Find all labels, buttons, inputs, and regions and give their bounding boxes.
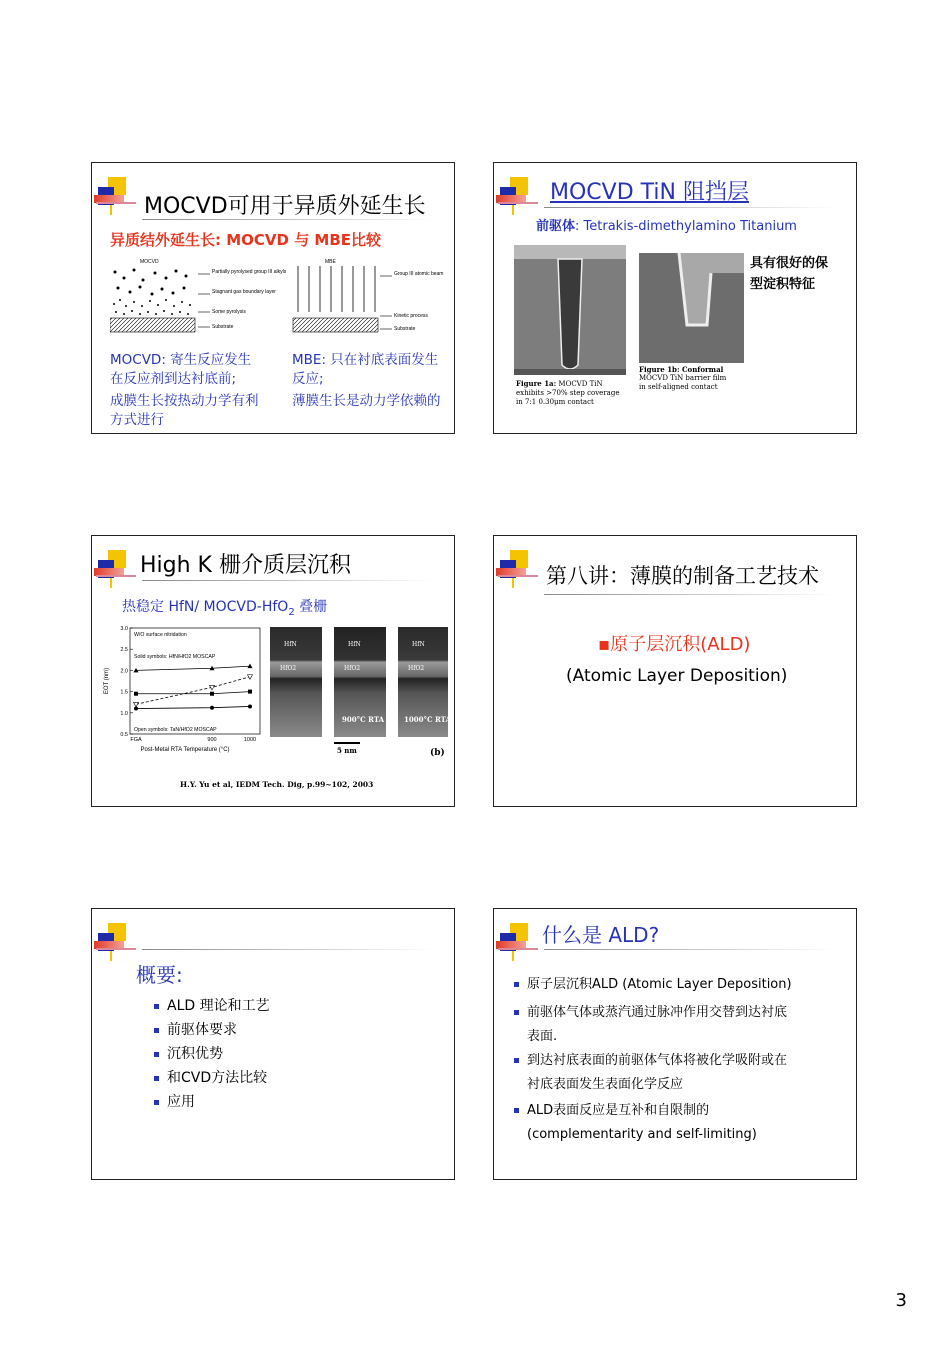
slide-logo-icon — [96, 923, 136, 963]
mocvd-gas-dots — [113, 269, 191, 316]
slide-logo-icon — [498, 177, 538, 217]
y-tick-label: 0.5 — [120, 732, 128, 738]
tem-images — [270, 627, 450, 739]
outline-item-1 — [154, 995, 270, 1015]
x-tick-label: 900 — [207, 737, 217, 743]
slide-title: MOCVD可用于异质外延生长 — [144, 194, 426, 219]
data-point — [210, 706, 214, 710]
y-axis-label: EOT (nm) — [104, 667, 110, 695]
tem-label-hfn-3: HfN — [412, 641, 425, 648]
slide-subtitle: 异质结外延生长: MOCVD 与 MBE比较 — [110, 231, 382, 249]
outline-item-2 — [154, 1019, 237, 1039]
precursor-line — [536, 215, 797, 234]
legend-some-pyrolysis: Some pyrolysis — [212, 309, 246, 315]
y-tick-label: 2.5 — [120, 647, 128, 654]
page-number: 3 — [895, 1290, 907, 1311]
x-axis-label: Post-Metal RTA Temperature (°C) — [140, 747, 230, 753]
tem-label-hfn: HfN — [284, 641, 297, 648]
slide-title: High K 栅介质层沉积 — [140, 553, 351, 578]
slide-lecture-8 — [493, 535, 857, 807]
y-tick-label: 3.0 — [120, 626, 128, 632]
series-line — [136, 677, 250, 705]
tem-label-hfn-2: HfN — [348, 641, 361, 648]
tem-label-900: 900°C RTA — [342, 715, 385, 724]
mocvd-text-4: 方式进行 — [110, 412, 164, 428]
x-tick-label: 1000 — [243, 737, 257, 743]
ald-bullet-text: 前驱体气体或蒸汽通过脉冲作用交替到达衬底 — [527, 1005, 788, 1020]
fig1b-line1: Figure 1b: Conformal — [639, 365, 724, 374]
fig1a-line3: in 7:1 0.30μm contact — [516, 398, 594, 406]
plot-frame — [130, 628, 260, 734]
eot-chart — [100, 624, 270, 764]
outline-item-3 — [154, 1043, 223, 1063]
figure-1a-trench — [514, 245, 626, 375]
tem-label-hfo2: HfO2 — [280, 665, 297, 672]
tem-label-1000: 1000°C RTA — [404, 715, 451, 724]
legend-group-iii-beam: Group III atomic beam — [394, 271, 444, 277]
ald-bullet-text-cont: 衬底表面发生表面化学反应 — [527, 1077, 684, 1092]
subtitle-subscript: 2 — [288, 606, 295, 618]
note-line1: 具有很好的保 — [750, 256, 829, 271]
x-tick-label: FGA — [130, 737, 142, 743]
mbe-atomic-beam — [298, 266, 375, 312]
legend-substrate-mocvd: Substrate — [212, 324, 234, 330]
subtitle-part-a: 热稳定 HfN/ MOCVD-HfO — [122, 599, 289, 615]
mocvd-text-2: 在反应剂到达衬底前; — [110, 371, 237, 387]
slide-logo-icon — [96, 550, 136, 590]
data-point — [210, 692, 214, 696]
data-point — [248, 690, 252, 694]
fig1b-line2: MOCVD TiN barrier film — [639, 374, 727, 382]
ald-english: (Atomic Layer Deposition) — [566, 666, 788, 686]
mocvd-description — [110, 351, 259, 430]
slide-mocvd-tin — [493, 162, 857, 434]
slide-logo-icon — [498, 923, 538, 963]
precursor-value: : Tetrakis-dimethylamino Titanium — [575, 219, 797, 234]
fig1a-bold: Figure 1a: — [516, 379, 557, 388]
ald-bullet-2 — [514, 1001, 787, 1049]
slide-what-is-ald — [493, 908, 857, 1180]
outline-item-label: 应用 — [167, 1094, 195, 1110]
fig1b-line3: in self-aligned contact — [639, 383, 718, 391]
ald-bullet-4 — [514, 1099, 757, 1147]
legend-stagnant-gas: Stagnant gas boundary layer — [212, 289, 276, 295]
outline-item-label: 和CVD方法比较 — [167, 1070, 268, 1086]
ald-bullet-text-cont: (complementarity and self-limiting) — [527, 1127, 757, 1142]
data-point — [248, 704, 252, 708]
ald-heading: ▪原子层沉积(ALD) — [598, 634, 751, 655]
slide-logo-icon — [498, 550, 538, 590]
outline-item-4 — [154, 1067, 267, 1087]
y-tick-label: 1.5 — [120, 689, 128, 696]
ald-bullet-3 — [514, 1049, 787, 1097]
legend-partially-pyrolysed: Partially pyrolysed group III alkyls — [212, 269, 287, 275]
ald-bullet-1 — [514, 973, 792, 992]
mocvd-text-3: 成膜生长按热动力学有利 — [110, 393, 259, 409]
series-line — [136, 666, 250, 670]
fig1a-rest: MOCVD TiN — [556, 380, 603, 388]
slide-subtitle — [122, 596, 327, 618]
data-point — [134, 692, 138, 696]
series-line — [136, 706, 250, 708]
ald-bullet-text: 到达衬底表面的前驱体气体将被化学吸附或在 — [527, 1053, 788, 1068]
y-tick-label: 1.0 — [120, 710, 128, 717]
precursor-label: 前驱体 — [536, 219, 576, 234]
ald-bullet-text-cont: 表面. — [527, 1029, 558, 1044]
tem-label-hfo2-3: HfO2 — [408, 665, 425, 672]
legend-substrate-mbe: Substrate — [394, 326, 416, 332]
mbe-text-1: MBE: 只在衬底表面发生 — [292, 352, 439, 368]
chart-annotation: W/O surface nitridation — [134, 632, 187, 638]
outline-item-label: 沉积优势 — [167, 1046, 223, 1062]
mbe-text-2: 反应; — [292, 371, 324, 387]
ald-bullet-text: ALD表面反应是互补和自限制的 — [527, 1103, 710, 1118]
subtitle-part-b: 叠栅 — [294, 599, 328, 615]
scale-bar — [334, 742, 360, 744]
slide-title: 什么是 ALD? — [542, 923, 660, 947]
slide-title: 概要: — [136, 963, 183, 987]
fig1a-line2: exhibits >70% step coverage — [516, 389, 620, 397]
conformal-note — [750, 253, 828, 295]
outline-item-label: 前驱体要求 — [167, 1022, 237, 1038]
figure-1b-caption — [639, 365, 726, 392]
figure-1a-caption — [516, 379, 619, 407]
citation: H.Y. Yu et al, IEDM Tech. Dig, p.99~102, 2003 — [180, 780, 374, 789]
slide-title: MOCVD TiN 阻挡层 — [550, 180, 749, 205]
outline-item-5 — [154, 1091, 195, 1111]
y-tick-label: 2.0 — [120, 668, 128, 675]
mocvd-mbe-diagram — [110, 256, 450, 338]
ald-bullet-text: 原子层沉积ALD (Atomic Layer Deposition) — [527, 977, 792, 992]
slide-title: 第八讲：薄膜的制备工艺技术 — [546, 564, 819, 588]
tem-label-hfo2-2: HfO2 — [344, 665, 361, 672]
slide-logo-icon — [96, 177, 136, 217]
figure-1b-sem — [639, 253, 744, 363]
slide-outline — [91, 908, 455, 1180]
data-point — [134, 702, 139, 707]
outline-item-label: ALD 理论和工艺 — [167, 998, 270, 1014]
legend-kinetic-process: Kinetic process — [394, 313, 428, 319]
slide-mocvd-heteroepitaxy — [91, 162, 455, 434]
chart-annotation: Solid symbols: HfN/HfO2 MOSCAP — [134, 654, 216, 660]
panel-label: (b) — [430, 748, 445, 758]
mbe-text-3: 薄膜生长是动力学依赖的 — [292, 393, 441, 409]
note-line2: 型淀积特征 — [750, 277, 816, 292]
series-line — [136, 692, 250, 694]
mbe-diagram-label: MBE — [325, 259, 336, 265]
chart-annotation: Open symbols: TaN/HfO2 MOSCAP — [134, 727, 217, 733]
slide-high-k — [91, 535, 455, 807]
mbe-description — [292, 351, 441, 411]
mocvd-text-1: MOCVD: 寄生反应发生 — [110, 352, 252, 368]
scale-bar-label: 5 nm — [337, 746, 357, 755]
mocvd-diagram-label: MOCVD — [140, 259, 159, 265]
